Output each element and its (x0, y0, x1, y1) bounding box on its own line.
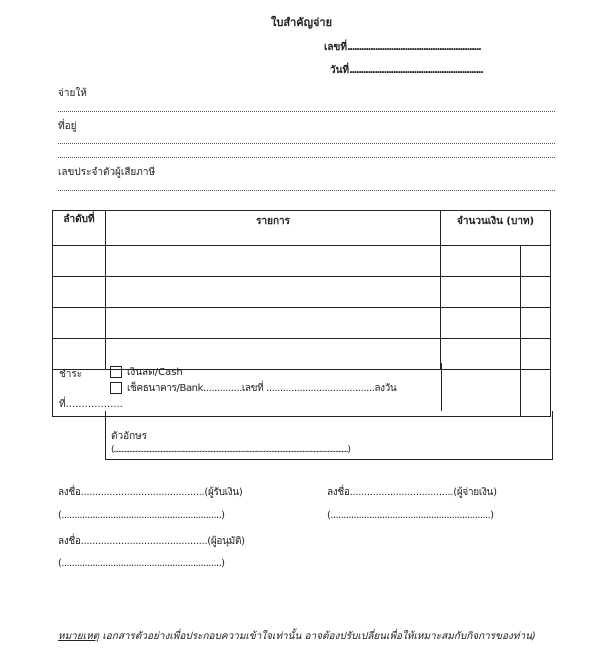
words-label: ตัวอักษร (111, 431, 148, 442)
payment-label: ชำระ (59, 369, 83, 380)
payer-signature[interactable]: ลงชื่อ....................................(ผู้จ่ายเงิน) (327, 487, 497, 498)
approver-name[interactable]: (..............................................................) (58, 558, 225, 569)
header-amount: จำนวนเงิน (บาท) (441, 211, 551, 246)
document-number (324, 40, 480, 55)
amount-divider (441, 363, 442, 411)
cheque-option[interactable] (110, 381, 396, 396)
header-item: รายการ (105, 211, 440, 246)
note-label: หมายเหตุ (58, 631, 100, 642)
cash-option[interactable] (110, 365, 183, 380)
address-line-1[interactable] (58, 143, 555, 144)
number-label: เลขที่ (324, 42, 347, 53)
cheque-checkbox[interactable] (110, 382, 122, 394)
disclaimer-note (58, 630, 558, 644)
receiver-name[interactable]: (..............................................................) (58, 510, 225, 521)
note-text: เอกสารตัวอย่างเพื่อประกอบความเข้าใจเท่านั้น อาจต้องปรับเปลี่ยนเพื่อให้เหมาะสมกับกิจการของท่าน) (99, 631, 536, 642)
number-dots: .......................................................... (346, 42, 481, 53)
header-no: ลำดับที่ (53, 211, 106, 246)
address-label: ที่อยู่ (58, 121, 77, 132)
document-title: ใบสำคัญจ่าย (271, 16, 333, 29)
table-row[interactable] (53, 308, 551, 339)
tax-id-line[interactable] (58, 190, 555, 191)
date-dots: .......................................................... (349, 65, 483, 76)
date-label: วันที่ (330, 65, 350, 76)
pay-to-line[interactable] (58, 111, 555, 112)
table-header (53, 211, 551, 246)
receiver-signature[interactable]: ลงชื่อ...........................................(ผู้รับเงิน) (58, 487, 243, 498)
cash-label: เงินสด/Cash (127, 367, 183, 378)
words-dots: (......................................................................................................................................................) (111, 445, 350, 455)
address-line-2[interactable] (58, 157, 555, 158)
cash-checkbox[interactable] (110, 366, 122, 378)
table-row[interactable] (53, 246, 551, 277)
pay-to-label: จ่ายให้ (58, 88, 87, 99)
payment-label-2: ที่.................. (59, 399, 123, 410)
cheque-label: เช็คธนาคาร/Bank..............เลขที่ .......................................ลงวัน (127, 383, 397, 394)
tax-id-label: เลขประจำตัวผู้เสียภาษี (58, 167, 156, 178)
table-row[interactable] (53, 277, 551, 308)
document-date (330, 63, 482, 78)
approver-signature[interactable]: ลงชื่อ............................................(ผู้อนุมัติ) (58, 536, 245, 547)
payer-name[interactable]: (..............................................................) (327, 510, 494, 521)
